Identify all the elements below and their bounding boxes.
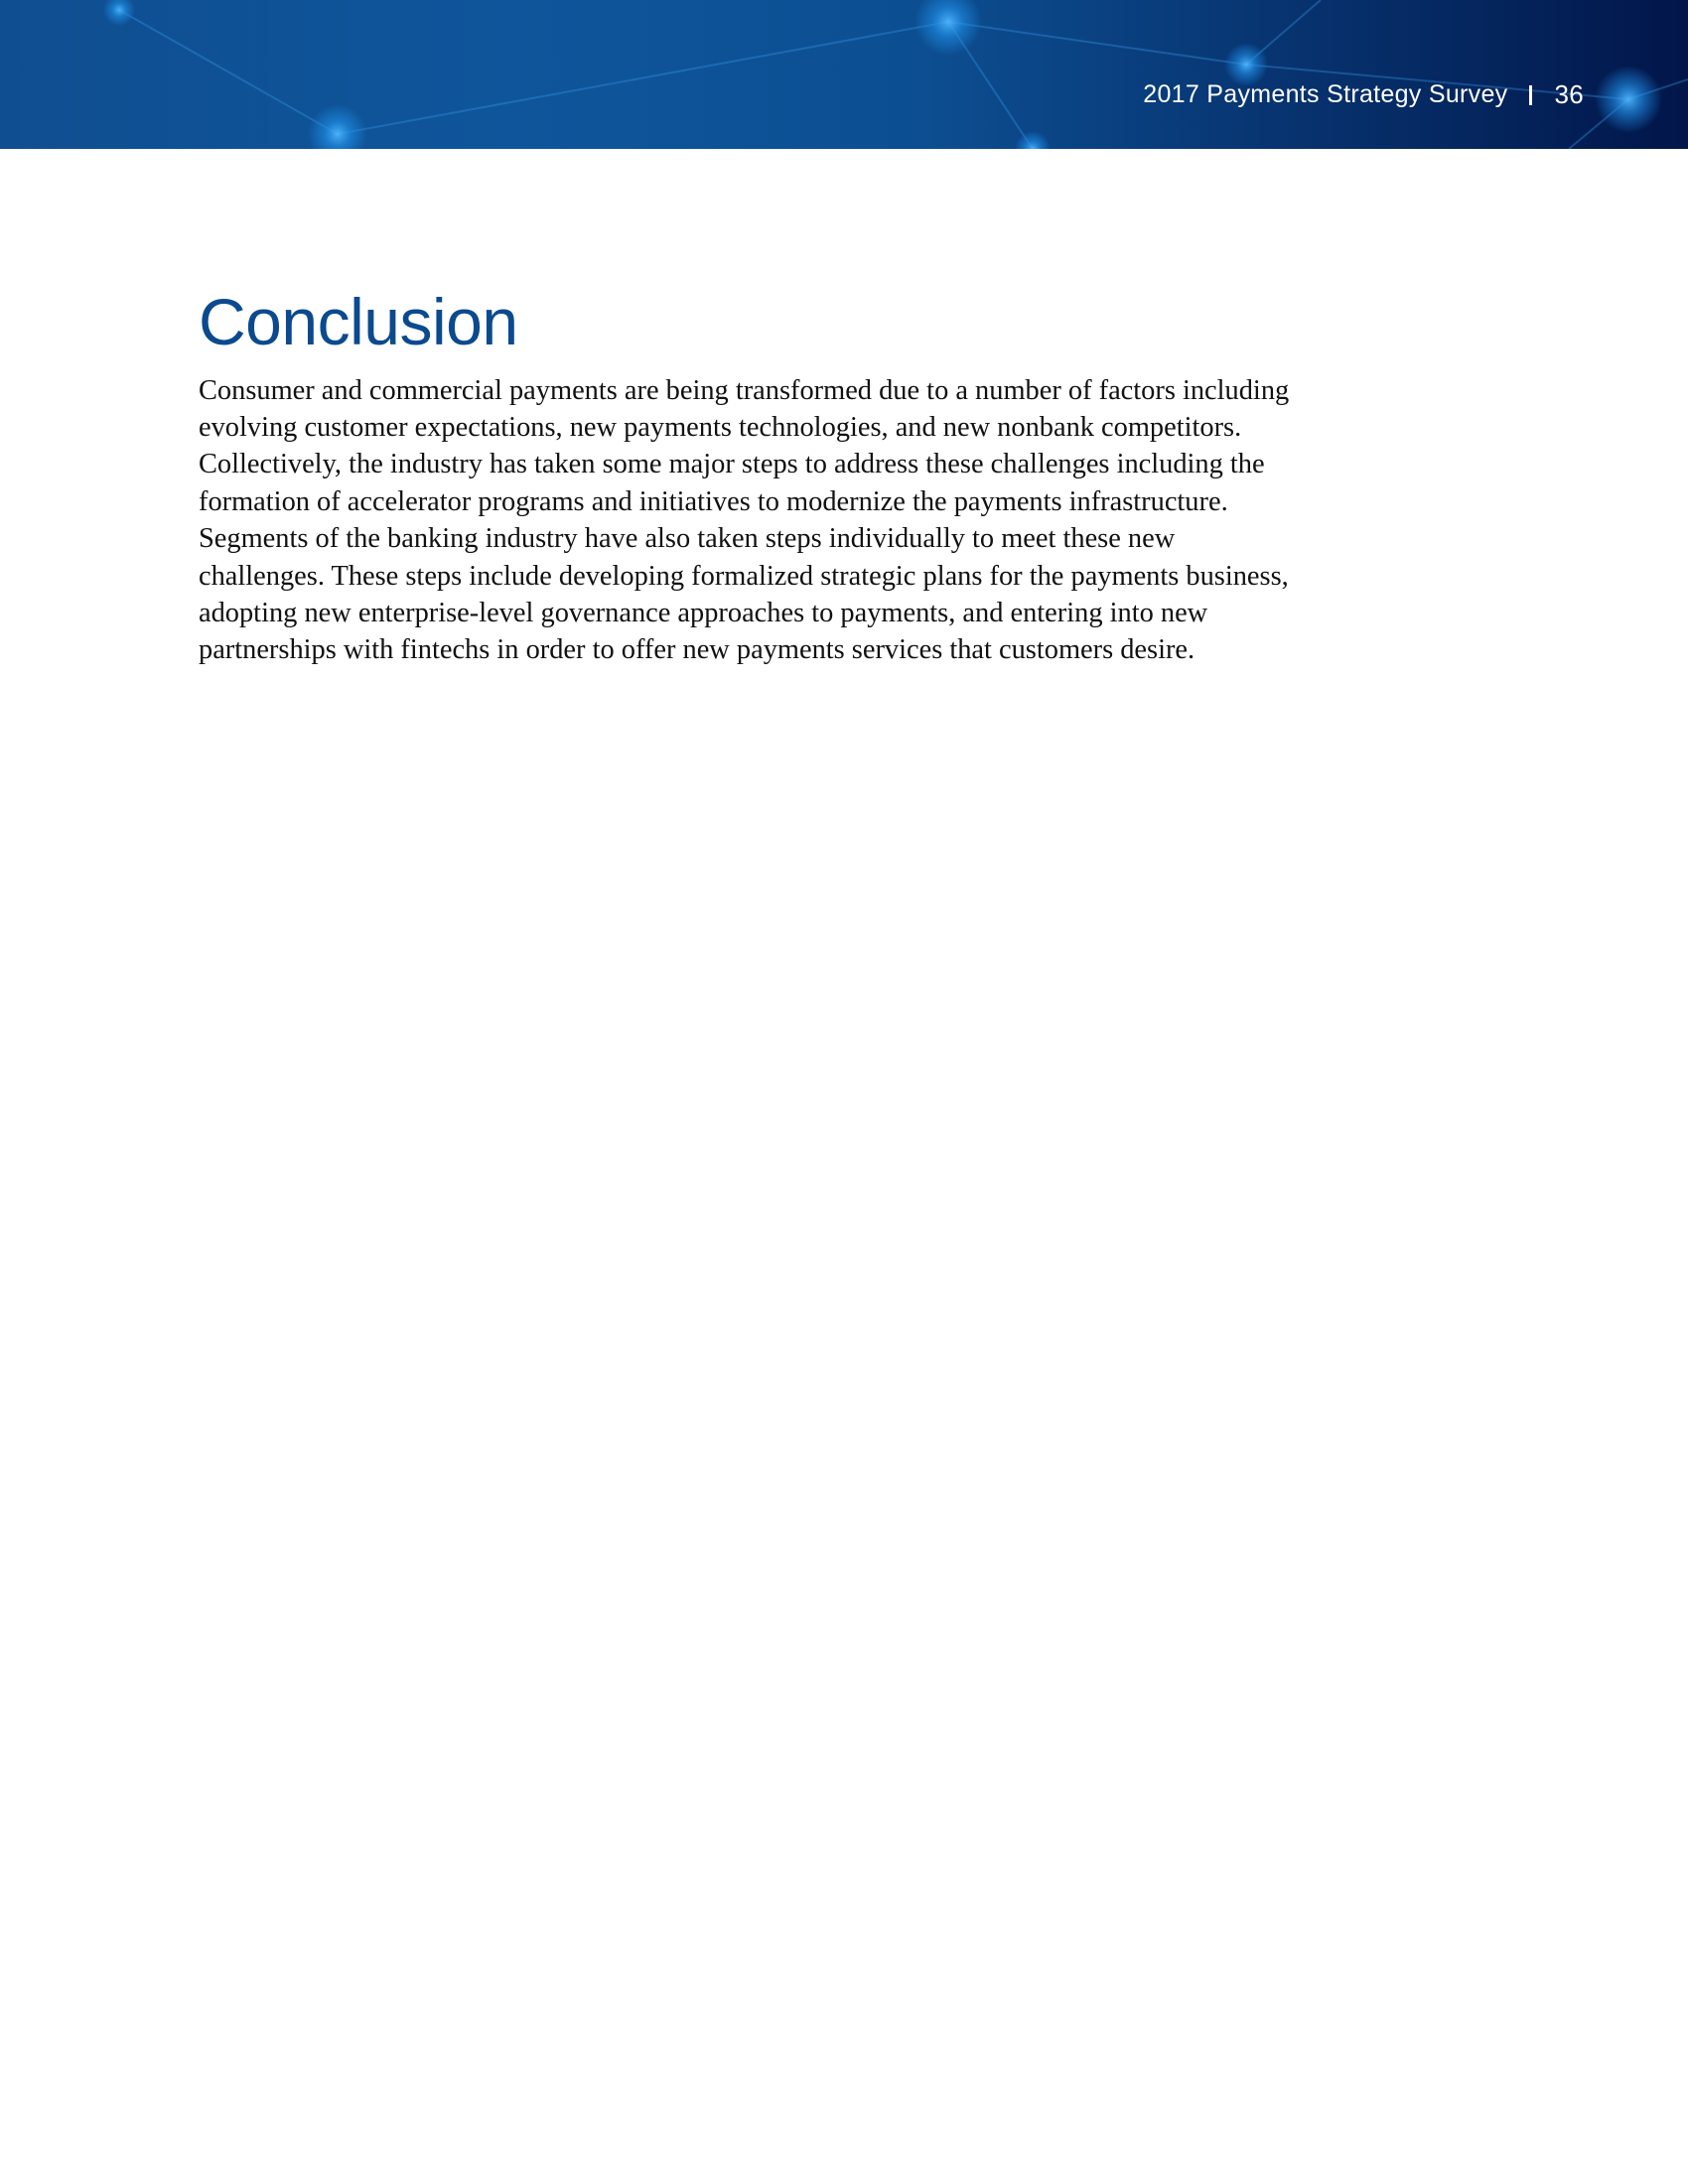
network-background-graphic [0,0,1688,149]
page-title: Conclusion [199,285,518,358]
body-paragraph: Consumer and commercial payments are being transformed due to a number of factors including evolving customer expectations, new payments technologies, and new nonbank competitors. Collectively, the industry has taken some major steps to address these challenges including the formation of accelerator programs and initiatives to modernize the payments infrastructure. Segments of the banking industry have also taken steps individually to meet these new challenges. These steps include developing formalized strategic plans for the payments business, adopting new enterprise-level governance approaches to payments, and entering into new partnerships with fintechs in order to offer new payments services that customers desire. [199,374,1290,666]
running-header [1143,79,1584,110]
header-separator [1529,85,1532,105]
running-title: 2017 Payments Strategy Survey [1143,80,1508,108]
header-banner [0,0,1688,149]
main-content [199,286,1291,669]
page-number: 36 [1554,79,1584,109]
